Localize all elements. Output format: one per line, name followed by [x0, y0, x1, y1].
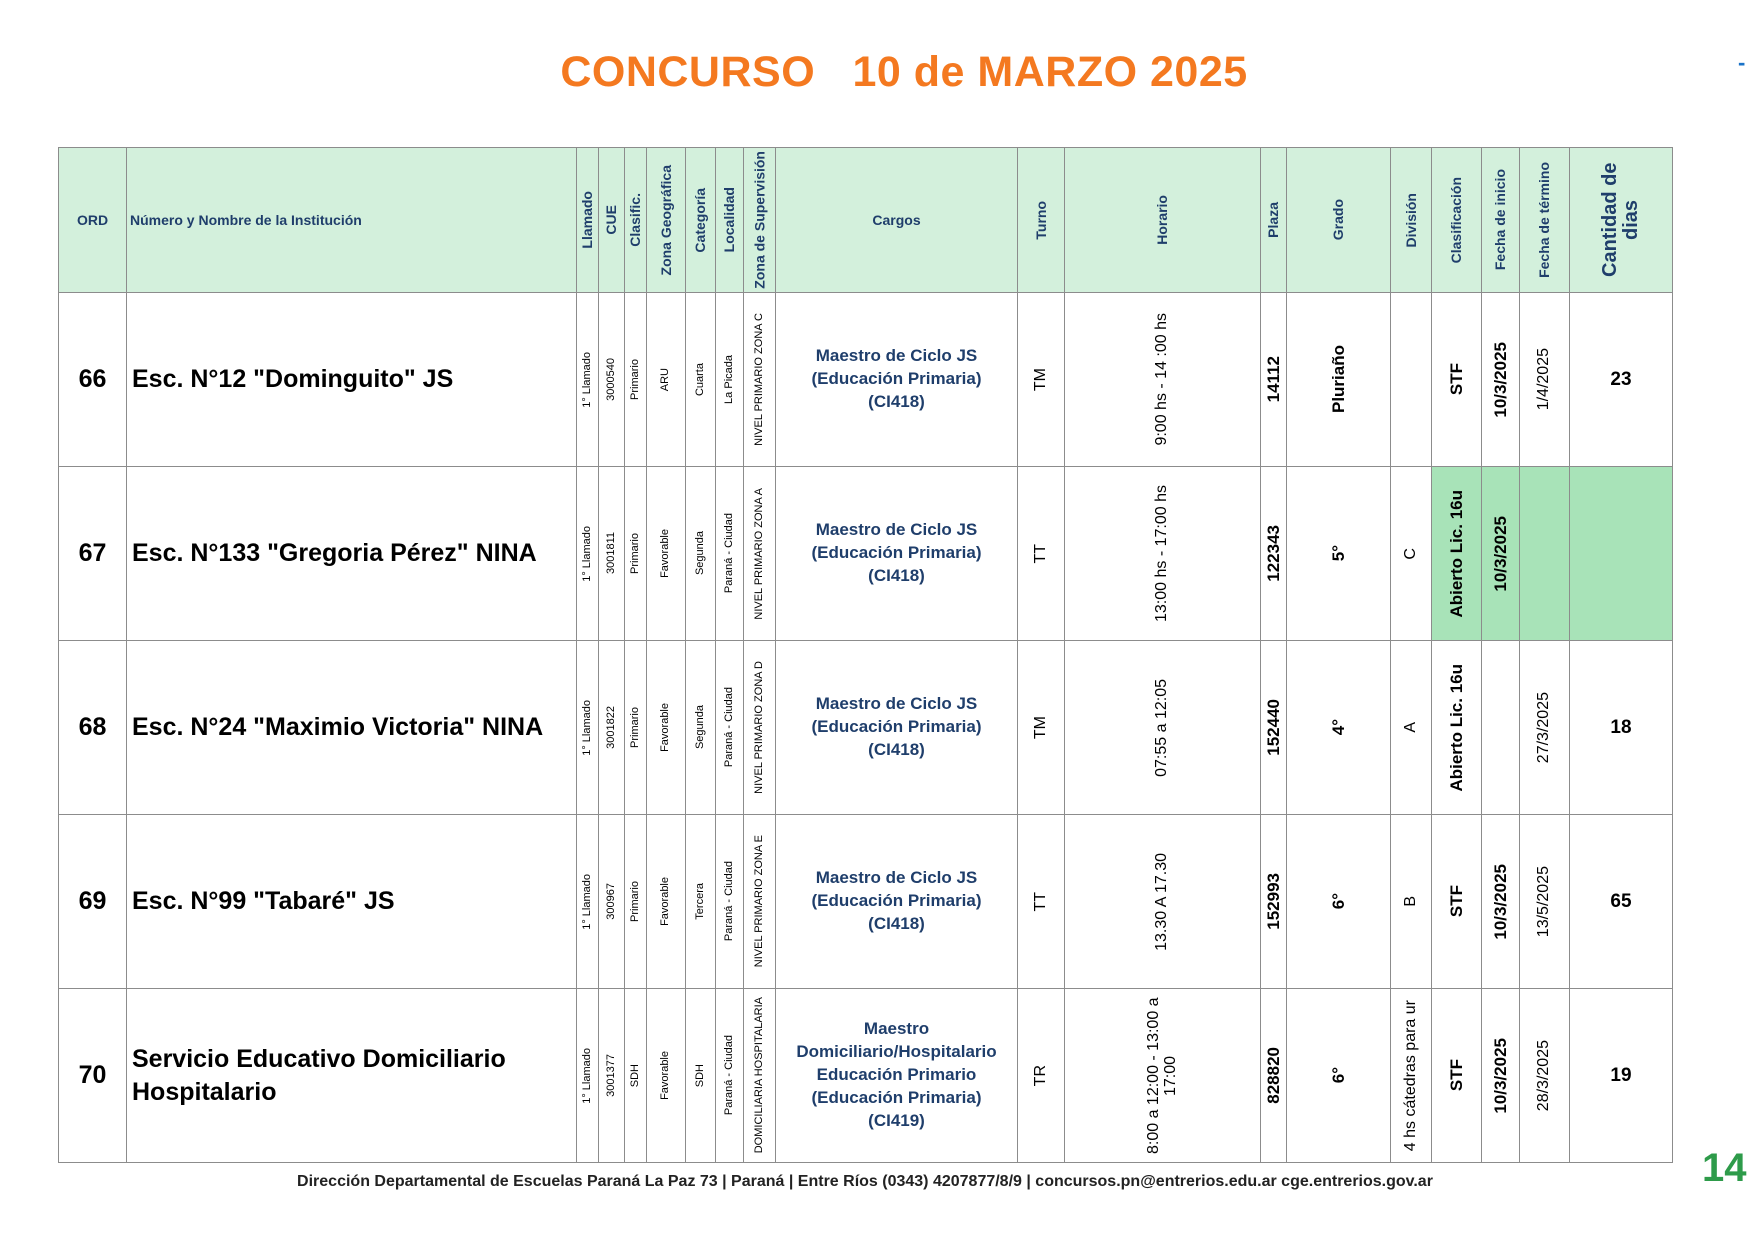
header-ord: ORD: [59, 148, 127, 293]
header-plaza: Plaza: [1261, 148, 1287, 293]
cell-grado: 6°: [1287, 989, 1391, 1163]
cell-plaza: 14112: [1261, 293, 1287, 467]
cell-llamado: 1° Llamado: [577, 815, 599, 989]
corner-link[interactable]: -: [1738, 50, 1746, 75]
cell-clasific: SDH: [625, 989, 647, 1163]
concurso-table: [58, 147, 1673, 1163]
table-row: [59, 815, 1673, 989]
cell-ord: 68: [59, 641, 127, 815]
cell-grado: 6°: [1287, 815, 1391, 989]
cell-cargo: Maestro de Ciclo JS (Educación Primaria) (CI418): [776, 467, 1018, 641]
cell-zona-sup: NIVEL PRIMARIO ZONA C: [744, 293, 776, 467]
cell-fecha-termino: 1/4/2025: [1520, 293, 1570, 467]
cell-clasific: Primario: [625, 815, 647, 989]
cell-dias: 19: [1570, 989, 1673, 1163]
cell-plaza: 828820: [1261, 989, 1287, 1163]
cell-dias: [1570, 467, 1673, 641]
cell-fecha-termino: 13/5/2025: [1520, 815, 1570, 989]
cell-categoria: Segunda: [686, 467, 716, 641]
cell-turno: TT: [1018, 467, 1065, 641]
cell-institucion: Servicio Educativo Domiciliario Hospitalario: [127, 989, 577, 1163]
cell-grado: 4°: [1287, 641, 1391, 815]
cell-llamado: 1° Llamado: [577, 467, 599, 641]
cell-institucion: Esc. N°24 "Maximio Victoria" NINA: [127, 641, 577, 815]
cell-localidad: Paraná - Ciudad: [716, 815, 744, 989]
cell-cue: 3001811: [599, 467, 625, 641]
cell-dias: 65: [1570, 815, 1673, 989]
cell-zona-sup: DOMICILIARIA HOSPITALARIA: [744, 989, 776, 1163]
table-row: [59, 293, 1673, 467]
cell-horario: 9:00 hs - 14 :00 hs: [1065, 293, 1261, 467]
cell-zona-geo: Favorable: [647, 467, 686, 641]
cell-institucion: Esc. N°99 "Tabaré" JS: [127, 815, 577, 989]
header-clasificacion: Clasificación: [1432, 148, 1482, 293]
footer-contact: Dirección Departamental de Escuelas Paraná La Paz 73 | Paraná | Entre Ríos (0343) 4207877/8/9 | concursos.pn@entrerios.edu.ar cge.entrerios.gov.ar: [297, 1173, 1433, 1190]
cell-llamado: 1° Llamado: [577, 989, 599, 1163]
cell-dias: 18: [1570, 641, 1673, 815]
cell-institucion: Esc. N°133 "Gregoria Pérez" NINA: [127, 467, 577, 641]
cell-clasificacion: Abierto Lic. 16u: [1432, 641, 1482, 815]
cell-fecha-termino: 28/3/2025: [1520, 989, 1570, 1163]
cell-horario: 13.30 A 17.30: [1065, 815, 1261, 989]
cell-fecha-inicio: 10/3/2025: [1482, 815, 1520, 989]
cell-ord: 66: [59, 293, 127, 467]
cell-turno: TM: [1018, 641, 1065, 815]
cell-fecha-termino: [1520, 467, 1570, 641]
cell-horario: 07:55 a 12:05: [1065, 641, 1261, 815]
header-row: [59, 148, 1673, 293]
header-turno: Turno: [1018, 148, 1065, 293]
cell-categoria: Segunda: [686, 641, 716, 815]
cell-clasific: Primario: [625, 293, 647, 467]
cell-zona-sup: NIVEL PRIMARIO ZONA E: [744, 815, 776, 989]
cell-cue: 3001377: [599, 989, 625, 1163]
cell-zona-geo: Favorable: [647, 815, 686, 989]
header-cargos: Cargos: [776, 148, 1018, 293]
cell-plaza: 152440: [1261, 641, 1287, 815]
cell-plaza: 122343: [1261, 467, 1287, 641]
table-row: [59, 989, 1673, 1163]
cell-cue: 300967: [599, 815, 625, 989]
cell-ord: 67: [59, 467, 127, 641]
header-zona-geo: Zona Geográfica: [647, 148, 686, 293]
cell-clasificacion: STF: [1432, 293, 1482, 467]
cell-fecha-inicio: [1482, 641, 1520, 815]
header-cantidad-dias: Cantidad de dias: [1570, 148, 1673, 293]
cell-fecha-inicio: 10/3/2025: [1482, 293, 1520, 467]
header-cue: CUE: [599, 148, 625, 293]
cell-zona-geo: Favorable: [647, 989, 686, 1163]
cell-fecha-inicio: 10/3/2025: [1482, 467, 1520, 641]
table-row: [59, 467, 1673, 641]
cell-cue: 3000540: [599, 293, 625, 467]
cell-division: B: [1391, 815, 1432, 989]
cell-horario: 8:00 a 12:00 - 13:00 a 17:00: [1065, 989, 1261, 1163]
cell-fecha-inicio: 10/3/2025: [1482, 989, 1520, 1163]
cell-fecha-termino: 27/3/2025: [1520, 641, 1570, 815]
header-localidad: Localidad: [716, 148, 744, 293]
cell-grado: Pluriaño: [1287, 293, 1391, 467]
cell-plaza: 152993: [1261, 815, 1287, 989]
cell-ord: 69: [59, 815, 127, 989]
cell-turno: TT: [1018, 815, 1065, 989]
cell-localidad: La Picada: [716, 293, 744, 467]
cell-cue: 3001822: [599, 641, 625, 815]
header-llamado: Llamado: [577, 148, 599, 293]
table-row: [59, 641, 1673, 815]
cell-categoria: SDH: [686, 989, 716, 1163]
page-title: CONCURSO 10 de MARZO 2025: [560, 48, 1248, 96]
cell-categoria: Tercera: [686, 815, 716, 989]
cell-localidad: Paraná - Ciudad: [716, 989, 744, 1163]
cell-categoria: Cuarta: [686, 293, 716, 467]
cell-horario: 13:00 hs - 17:00 hs: [1065, 467, 1261, 641]
cell-grado: 5°: [1287, 467, 1391, 641]
cell-clasificacion: STF: [1432, 989, 1482, 1163]
header-grado: Grado: [1287, 148, 1391, 293]
cell-turno: TM: [1018, 293, 1065, 467]
cell-llamado: 1° Llamado: [577, 641, 599, 815]
header-categoria: Categoría: [686, 148, 716, 293]
cell-zona-geo: ARU: [647, 293, 686, 467]
cell-localidad: Paraná - Ciudad: [716, 641, 744, 815]
cell-turno: TR: [1018, 989, 1065, 1163]
header-fecha-inicio: Fecha de inicio: [1482, 148, 1520, 293]
cell-cargo: Maestro de Ciclo JS (Educación Primaria) (CI418): [776, 641, 1018, 815]
cell-cargo: Maestro de Ciclo JS (Educación Primaria) (CI418): [776, 293, 1018, 467]
cell-localidad: Paraná - Ciudad: [716, 467, 744, 641]
cell-division: 4 hs cátedras para ur: [1391, 989, 1432, 1163]
cell-clasificacion: STF: [1432, 815, 1482, 989]
cell-dias: 23: [1570, 293, 1673, 467]
cell-ord: 70: [59, 989, 127, 1163]
cell-zona-sup: NIVEL PRIMARIO ZONA D: [744, 641, 776, 815]
cell-zona-geo: Favorable: [647, 641, 686, 815]
cell-clasificacion: Abierto Lic. 16u: [1432, 467, 1482, 641]
cell-clasific: Primario: [625, 467, 647, 641]
cell-cargo: Maestro Domiciliario/Hospitalario Educación Primario (Educación Primaria) (CI419): [776, 989, 1018, 1163]
cell-clasific: Primario: [625, 641, 647, 815]
cell-zona-sup: NIVEL PRIMARIO ZONA A: [744, 467, 776, 641]
cell-institucion: Esc. N°12 "Dominguito" JS: [127, 293, 577, 467]
header-horario: Horario: [1065, 148, 1261, 293]
header-fecha-termino: Fecha de término: [1520, 148, 1570, 293]
header-division: División: [1391, 148, 1432, 293]
header-institucion: Número y Nombre de la Institución: [127, 148, 577, 293]
cell-llamado: 1° Llamado: [577, 293, 599, 467]
header-zona-sup: Zona de Supervisión: [744, 148, 776, 293]
cell-cargo: Maestro de Ciclo JS (Educación Primaria) (CI418): [776, 815, 1018, 989]
page-number: 14: [1702, 1146, 1747, 1190]
header-clasific: Clasific.: [625, 148, 647, 293]
cell-division: [1391, 293, 1432, 467]
cell-division: A: [1391, 641, 1432, 815]
cell-division: C: [1391, 467, 1432, 641]
